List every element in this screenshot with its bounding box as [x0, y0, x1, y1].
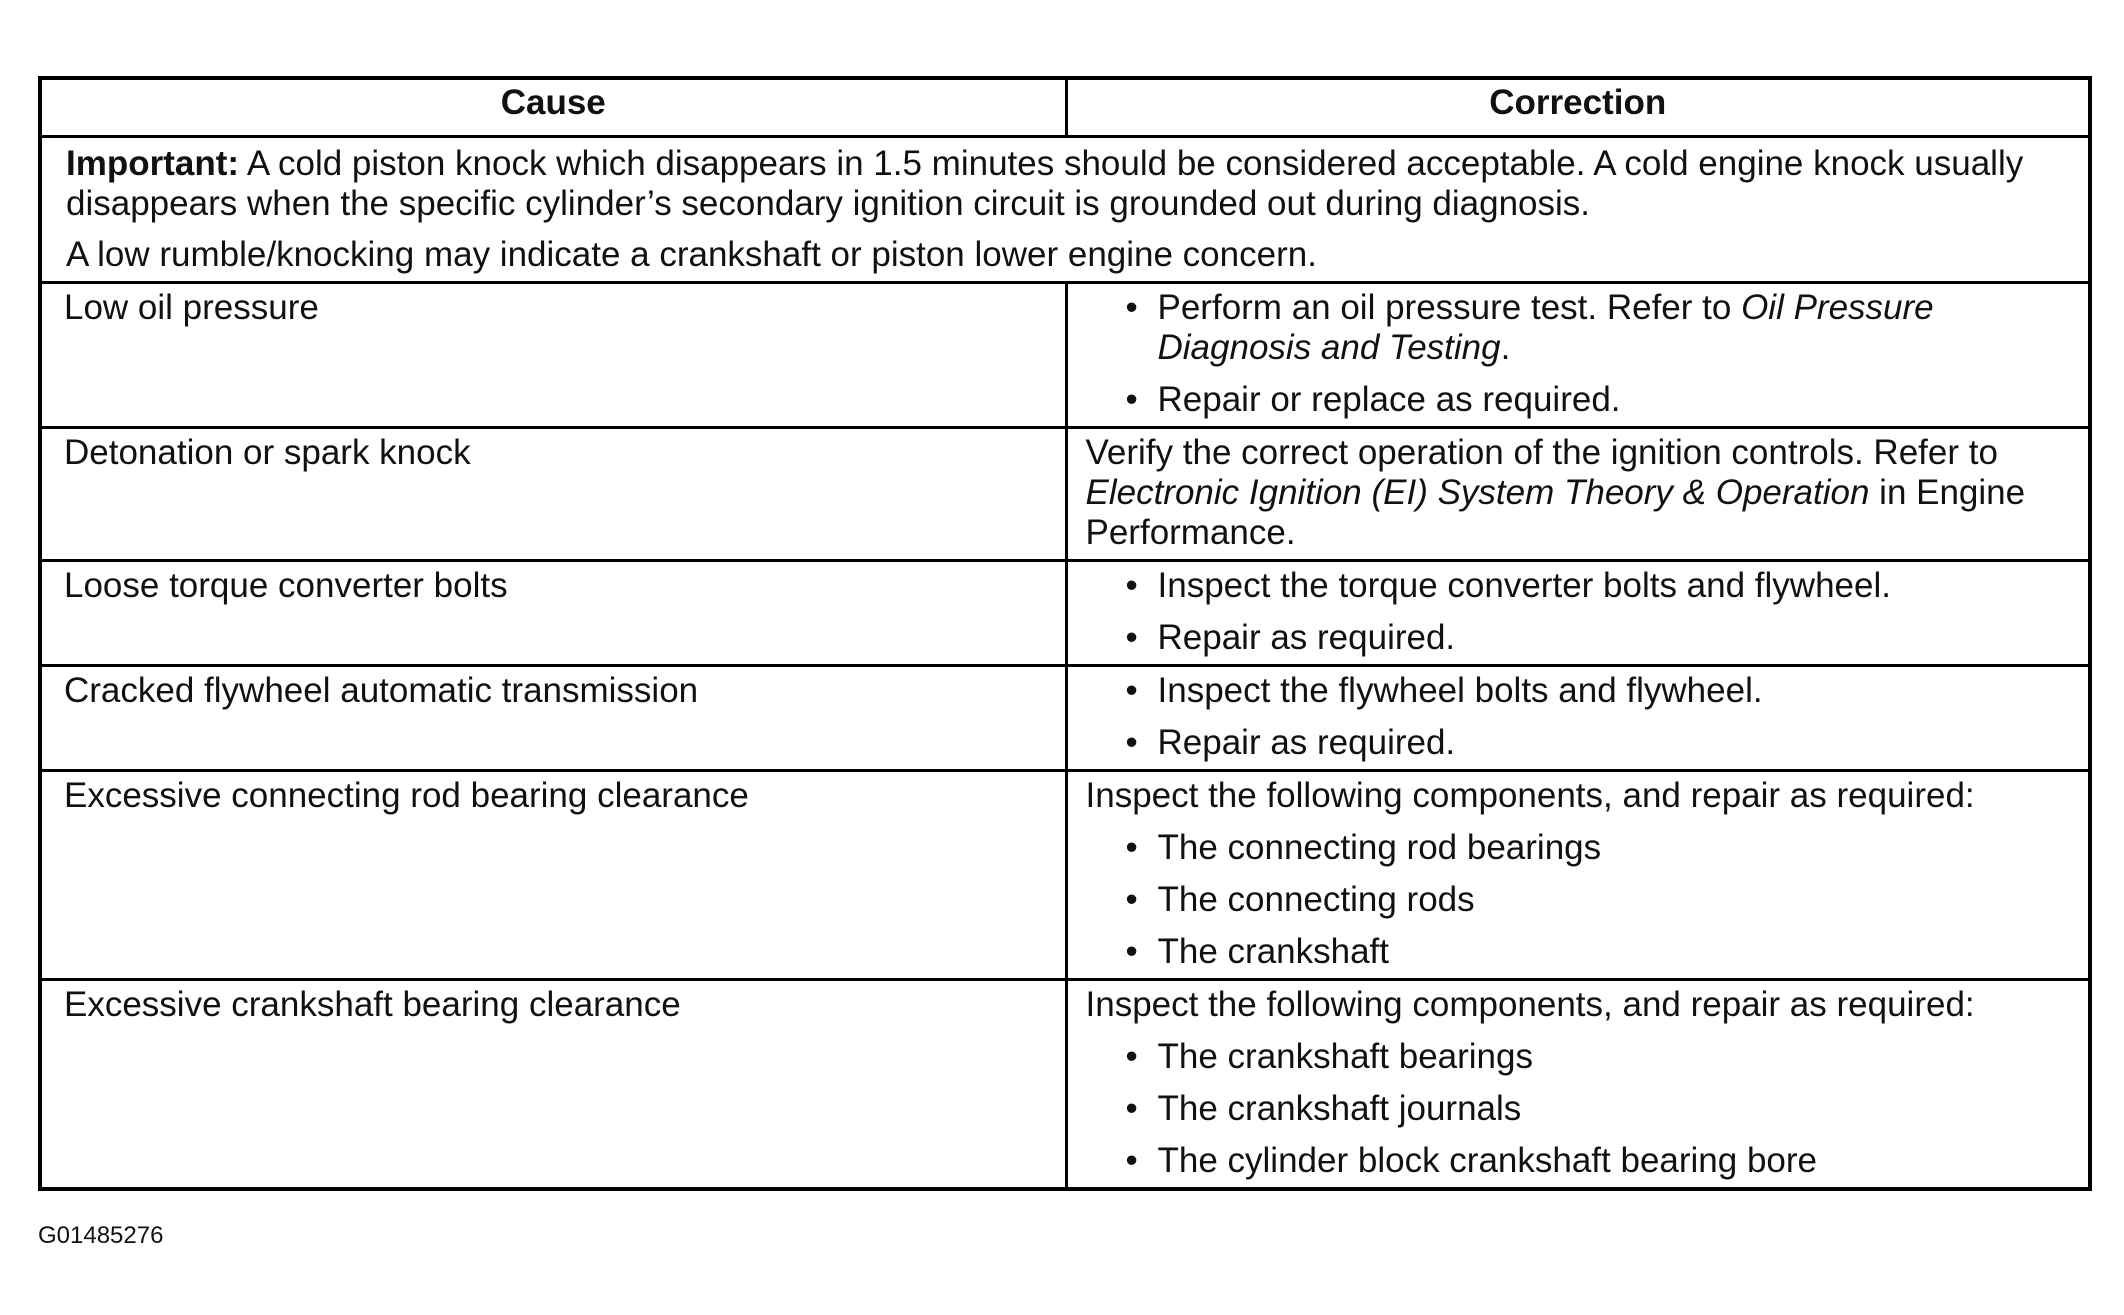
- correction-cell: [1066, 283, 2090, 428]
- cause-cell: Low oil pressure: [40, 283, 1066, 428]
- correction-list: [1086, 671, 2069, 763]
- list-item-text-end: .: [1500, 328, 1511, 367]
- correction-cell: [1066, 980, 2090, 1190]
- list-item: • The crankshaft journals: [1086, 1089, 2069, 1129]
- table-row: [40, 771, 2090, 980]
- list-item: • The cylinder block crankshaft bearing bore: [1086, 1141, 2069, 1181]
- cause-cell: Excessive crankshaft bearing clearance: [40, 980, 1066, 1190]
- correction-cell: [1066, 771, 2090, 980]
- list-item: • Repair as required.: [1086, 723, 2069, 763]
- reference-link-text: Electronic Ignition (EI) System Theory & Operation: [1085, 473, 1870, 512]
- list-item: • Inspect the flywheel bolts and flywheel.: [1086, 671, 2069, 711]
- correction-intro: Inspect the following components, and repair as required:: [1085, 776, 1975, 815]
- cause-cell: Excessive connecting rod bearing clearance: [40, 771, 1066, 980]
- correction-cell: [1066, 666, 2090, 771]
- figure-id: G01485276: [38, 1222, 164, 1249]
- correction-cell: [1066, 428, 2090, 561]
- table-row: [40, 561, 2090, 666]
- important-label: Important:: [66, 144, 240, 183]
- list-item: • The crankshaft: [1086, 932, 2069, 972]
- important-note-text: A cold piston knock which disappears in 1.5 minutes should be considered acceptable. A cold engine knock usually disappears when the specific cylinder’s secondary ignition circuit is grounded out during diagnosis.: [66, 144, 2024, 223]
- list-item: [1086, 288, 2069, 368]
- table-row: [40, 283, 2090, 428]
- correction-text-part: Verify the correct operation of the ignition controls. Refer to: [1085, 433, 1998, 472]
- list-item: • The crankshaft bearings: [1086, 1037, 2069, 1077]
- correction-text: [1086, 433, 2069, 553]
- correction-list: [1086, 828, 2069, 972]
- correction-list: [1086, 288, 2069, 420]
- important-note-row: [40, 137, 2090, 283]
- list-item: • Repair or replace as required.: [1086, 380, 2069, 420]
- cause-cell: Detonation or spark knock: [40, 428, 1066, 561]
- list-item: • Repair as required.: [1086, 618, 2069, 658]
- correction-cell: [1066, 561, 2090, 666]
- correction-column-header: Correction: [1066, 78, 2090, 137]
- list-item: • Inspect the torque converter bolts and flywheel.: [1086, 566, 2069, 606]
- table-row: [40, 428, 2090, 561]
- reference-link-text: Oil Pressure Diagnosis and Testing: [1157, 288, 1934, 367]
- list-item: • The connecting rods: [1086, 880, 2069, 920]
- list-item: • The connecting rod bearings: [1086, 828, 2069, 868]
- cause-column-header: Cause: [40, 78, 1066, 137]
- list-item-text: Perform an oil pressure test. Refer to: [1157, 288, 1742, 327]
- correction-list: [1086, 566, 2069, 658]
- cause-cell: Cracked flywheel automatic transmission: [40, 666, 1066, 771]
- correction-list: [1086, 1037, 2069, 1181]
- diagnostic-table: [38, 76, 2092, 1191]
- table-row: [40, 980, 2090, 1190]
- correction-text-end: in Engine Performance.: [1085, 473, 2026, 552]
- correction-intro: Inspect the following components, and repair as required:: [1085, 985, 1975, 1024]
- important-note-paragraph: [66, 144, 2066, 224]
- important-note: [40, 137, 2090, 283]
- cause-cell: Loose torque converter bolts: [40, 561, 1066, 666]
- table-row: [40, 666, 2090, 771]
- important-note-paragraph-2: A low rumble/knocking may indicate a crankshaft or piston lower engine concern.: [66, 235, 1317, 274]
- document-page: [38, 76, 2088, 1191]
- table-header-row: [40, 78, 2090, 137]
